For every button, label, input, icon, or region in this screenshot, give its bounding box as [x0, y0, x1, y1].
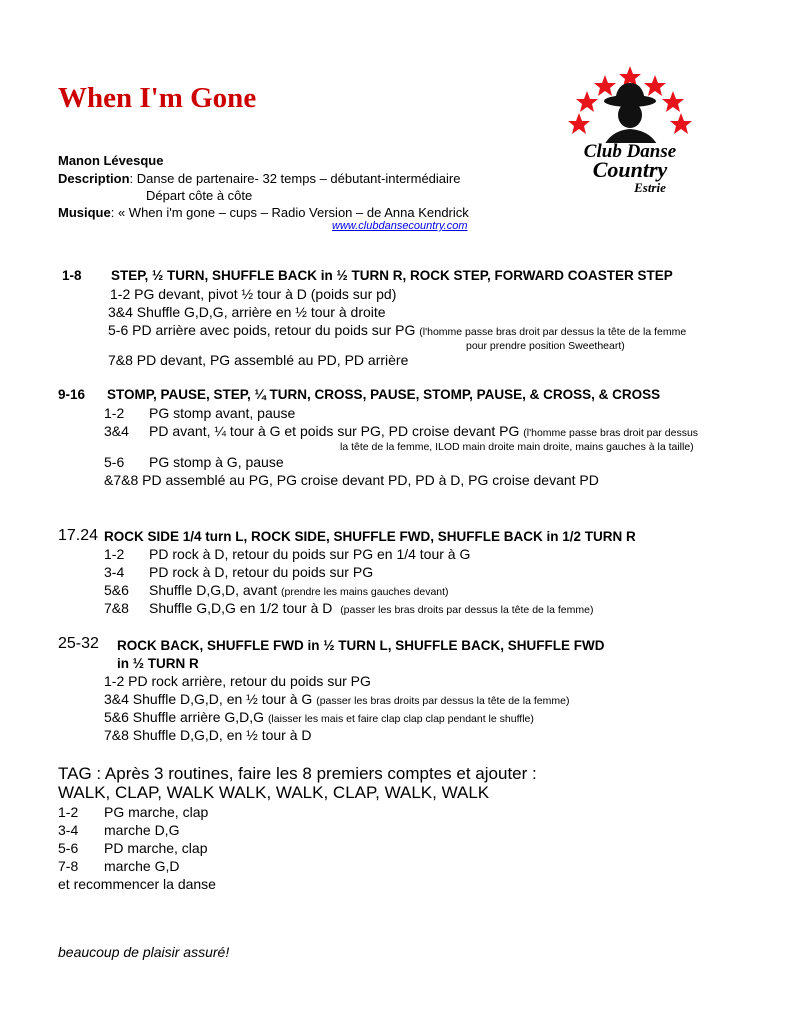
- section3-step: PD rock à D, retour du poids sur PG en 1/4 tour à G: [149, 546, 471, 562]
- section4-step: 1-2 PD rock arrière, retour du poids sur PG: [104, 673, 371, 689]
- tag-step: PD marche, clap: [104, 840, 208, 856]
- section3-step-text: Shuffle G,D,G en 1/2 tour à D: [149, 600, 333, 616]
- section4-step: [104, 691, 569, 707]
- logo-line2: Country: [592, 157, 668, 182]
- section2-count: 1-2: [104, 405, 125, 421]
- tag-step: marche G,D: [104, 858, 180, 874]
- section4-note: (passer les bras droits par dessus la tête de la femme): [316, 695, 570, 707]
- section3-step: PD rock à D, retour du poids sur PG: [149, 564, 374, 580]
- section3-note: (passer les bras droits par dessus la tête de la femme): [340, 604, 594, 616]
- section1-step: 1-2 PG devant, pivot ½ tour à D (poids sur pd): [110, 286, 397, 302]
- music-label: Musique: [58, 205, 111, 220]
- section3-note: (prendre les mains gauches devant): [281, 586, 449, 598]
- section4-step-text: 5&6 Shuffle arrière G,D,G: [104, 709, 265, 725]
- club-logo: [565, 63, 695, 203]
- section1-step-text: 5-6 PD arrière avec poids, retour du poids sur PG: [108, 322, 416, 338]
- section4-title2: in ½ TURN R: [117, 656, 199, 671]
- section3-count: 5&6: [104, 582, 129, 598]
- tag-count: 7-8: [58, 858, 79, 874]
- section4-number: 25-32: [58, 635, 99, 652]
- tag-heading: TAG : Après 3 routines, faire les 8 premiers comptes et ajouter :: [58, 764, 537, 783]
- section1-step: 7&8 PD devant, PG assemblé au PD, PD arrière: [108, 352, 409, 368]
- footer-note: beaucoup de plaisir assuré!: [58, 944, 230, 960]
- section1-title: STEP, ½ TURN, SHUFFLE BACK in ½ TURN R, ROCK STEP, FORWARD COASTER STEP: [111, 268, 673, 283]
- section2-title: STOMP, PAUSE, STEP, ¼ TURN, CROSS, PAUSE, STOMP, PAUSE, & CROSS, & CROSS: [107, 387, 661, 402]
- section2-number: 9-16: [58, 387, 86, 402]
- section3-count: 7&8: [104, 600, 129, 616]
- section2-count: 5-6: [104, 454, 125, 470]
- section2-count: 3&4: [104, 423, 129, 439]
- section3-count: 1-2: [104, 546, 125, 562]
- section4-note: (laisser les mais et faire clap clap clap pendant le shuffle): [267, 713, 534, 725]
- description-line: [58, 171, 460, 186]
- section1-note2: pour prendre position Sweetheart): [466, 340, 625, 352]
- page-title: When I'm Gone: [58, 82, 257, 114]
- section2-note: (l'homme passe bras droit par dessus: [523, 427, 699, 439]
- tag-step: PG marche, clap: [104, 804, 209, 820]
- tag-count: 3-4: [58, 822, 79, 838]
- section1-step: 3&4 Shuffle G,D,G, arrière en ½ tour à droite: [108, 304, 386, 320]
- logo-line3: Estrie: [634, 180, 666, 195]
- website-link[interactable]: www.clubdansecountry.com: [332, 220, 468, 232]
- section4-title: ROCK BACK, SHUFFLE FWD in ½ TURN L, SHUFFLE BACK, SHUFFLE FWD: [117, 638, 605, 653]
- tag-sequence: WALK, CLAP, WALK WALK, WALK, CLAP, WALK, WALK: [58, 783, 490, 802]
- section1-note: (l'homme passe bras droit par dessus la tête de la femme: [419, 326, 687, 338]
- music-text: : « When i'm gone – cups – Radio Version – de Anna Kendrick: [110, 205, 469, 220]
- section3-number: 17.24: [58, 527, 99, 544]
- tag-step: marche D,G: [104, 822, 180, 838]
- section3-count: 3-4: [104, 564, 125, 580]
- music-line: [58, 205, 469, 220]
- section3-step: [149, 582, 449, 598]
- tag-end: et recommencer la danse: [58, 876, 216, 892]
- section3-title: ROCK SIDE 1/4 turn L, ROCK SIDE, SHUFFLE FWD, SHUFFLE BACK in 1/2 TURN R: [104, 529, 636, 544]
- section2-step: [149, 423, 698, 439]
- author: Manon Lévesque: [58, 153, 164, 168]
- section3-step-text: Shuffle D,G,D, avant: [149, 582, 278, 598]
- tag-count: 1-2: [58, 804, 79, 820]
- section3-step: [149, 600, 593, 616]
- section2-step: PG stomp avant, pause: [149, 405, 296, 421]
- section2-step: PG stomp à G, pause: [149, 454, 284, 470]
- section4-step: [104, 709, 534, 725]
- description-line2: Départ côte à côte: [146, 188, 253, 203]
- section1-step: [108, 322, 686, 338]
- section2-step: &7&8 PD assemblé au PG, PG croise devant PD, PD à D, PG croise devant PD: [104, 472, 599, 488]
- section4-step: 7&8 Shuffle D,G,D, en ½ tour à D: [104, 727, 312, 743]
- section1-number: 1-8: [62, 268, 82, 283]
- logo-line1: Club Danse: [583, 141, 677, 162]
- section2-step-text: PD avant, ¼ tour à G et poids sur PG, PD croise devant PG: [149, 423, 520, 439]
- description-label: Description: [58, 171, 130, 186]
- tag-count: 5-6: [58, 840, 79, 856]
- section2-note2: la tête de la femme, ILOD main droite main droite, mains gauches à la taille): [340, 441, 694, 453]
- section4-step-text: 3&4 Shuffle D,G,D, en ½ tour à G: [104, 691, 313, 707]
- description-text: : Danse de partenaire- 32 temps – débutant-intermédiaire: [129, 171, 461, 186]
